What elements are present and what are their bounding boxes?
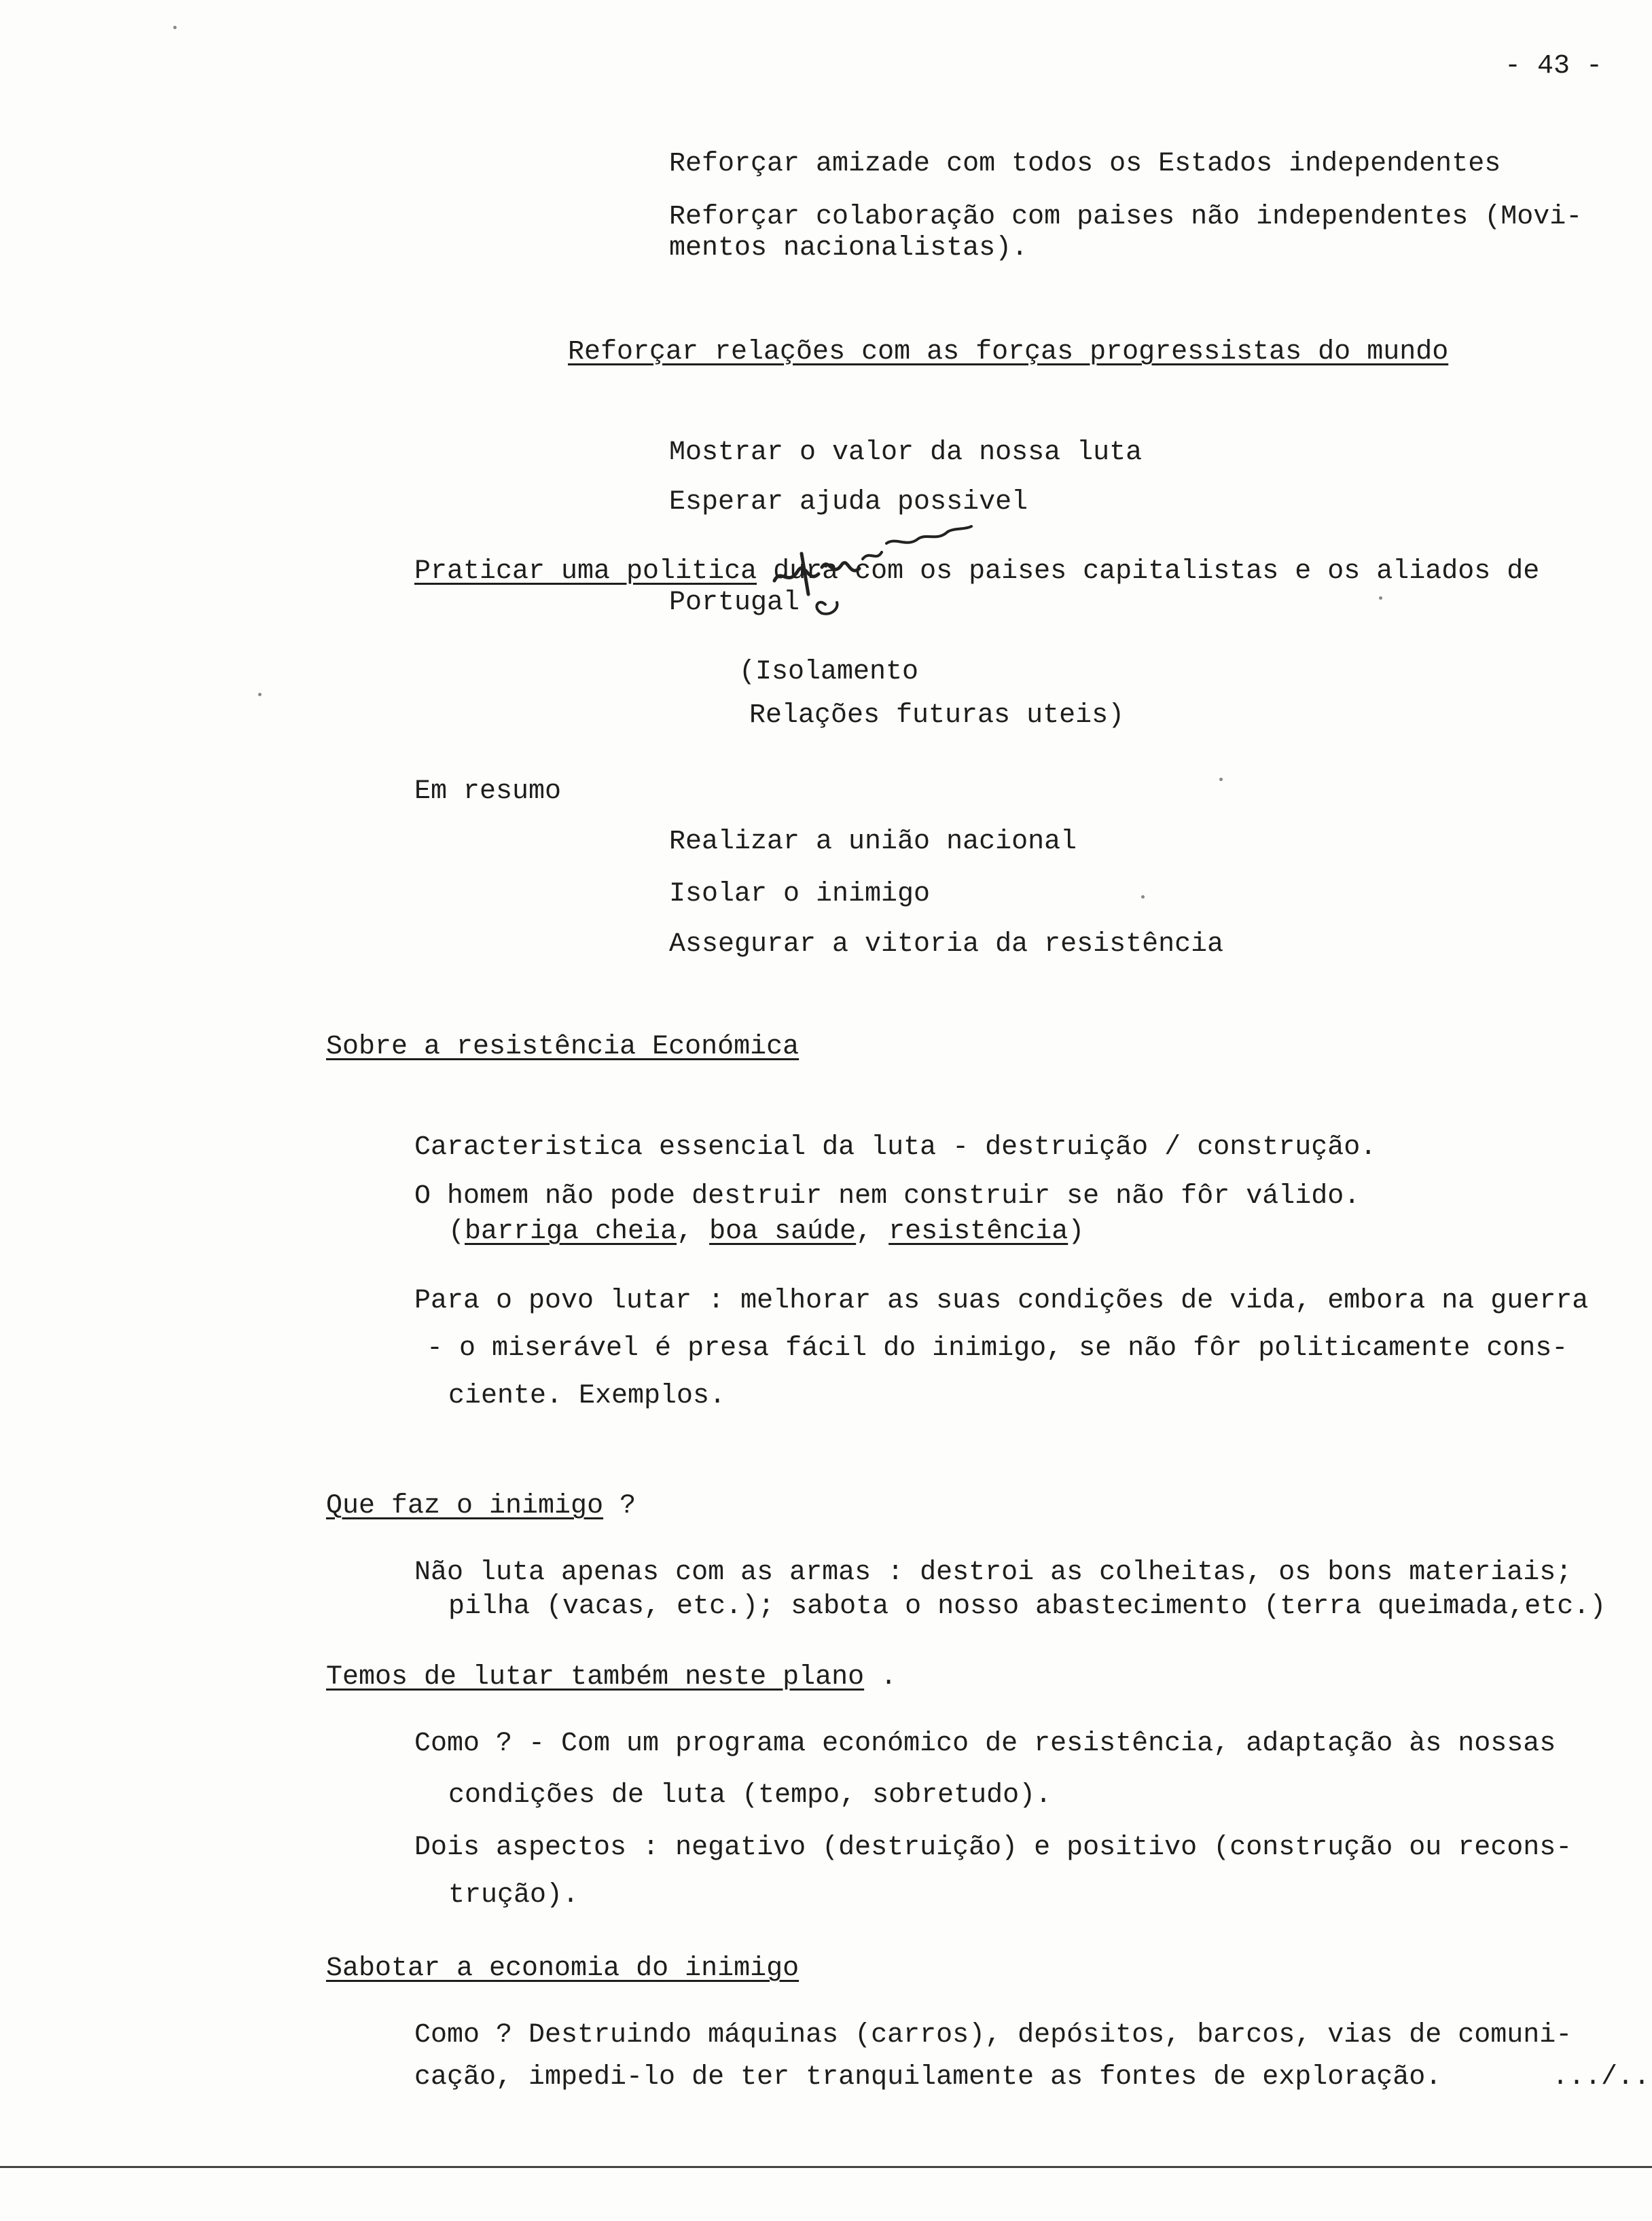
page-number: - 43 - [1505, 51, 1603, 82]
continuation-mark: .../.. [1552, 2062, 1651, 2093]
speck [1141, 895, 1145, 899]
text-line: Dois aspectos : negativo (destruição) e positivo (construção ou recons- [414, 1832, 1573, 1863]
text-line: Isolar o inimigo [669, 879, 931, 909]
section-heading: Sobre a resistência Económica [326, 1032, 800, 1062]
handwriting-svg [761, 513, 985, 621]
section-heading: Temos de lutar também neste plano . [326, 1662, 897, 1693]
speck [258, 693, 262, 696]
text-line: Assegurar a vitoria da resistência [669, 929, 1224, 960]
text-line: Como ? - Com um programa económico de resistência, adaptação às nossas [414, 1729, 1556, 1759]
text-line: - o miserável é presa fácil do inimigo, se não fôr politicamente cons- [427, 1333, 1568, 1364]
text-line: Realizar a união nacional [669, 827, 1077, 857]
text-line: Não luta apenas com as armas : destroi as colheitas, os bons materiais; [414, 1557, 1573, 1588]
text-line: Mostrar o valor da nossa luta [669, 437, 1143, 468]
section-heading: Reforçar relações com as forças progressistas do mundo [568, 337, 1449, 367]
bottom-rule [0, 2166, 1652, 2168]
text-line: trução). [448, 1880, 579, 1911]
text-line: Esperar ajuda possivel [669, 487, 1028, 518]
underlined-phrase: Que faz o inimigo [326, 1491, 604, 1521]
text-line: cação, impedi-lo de ter tranquilamente as fontes de exploração. [414, 2062, 1442, 2093]
text-line: Para o povo lutar : melhorar as suas condições de vida, embora na guerra [414, 1286, 1589, 1316]
text-rest: dura com os paises capitalistas e os aliados de [757, 556, 1540, 587]
section-heading: Que faz o inimigo ? [326, 1491, 636, 1521]
underlined-phrase: resistência [888, 1216, 1069, 1247]
text-line: ciente. Exemplos. [448, 1381, 726, 1411]
speck [173, 26, 177, 29]
text-line: (Isolamento [739, 657, 919, 687]
text-line: Como ? Destruindo máquinas (carros), depósitos, barcos, vias de comuni- [414, 2020, 1573, 2051]
text-line: mentos nacionalistas). [669, 233, 1028, 264]
text-line: O homem não pode destruir nem construir se não fôr válido. [414, 1181, 1361, 1212]
text-line: pilha (vacas, etc.); sabota o nosso abastecimento (terra queimada,etc.) [448, 1591, 1606, 1622]
speck [1219, 778, 1223, 781]
underlined-phrase: Temos de lutar também neste plano [326, 1662, 865, 1693]
section-heading: Sabotar a economia do inimigo [326, 1953, 800, 1984]
text-line: condições de luta (tempo, sobretudo). [448, 1780, 1052, 1811]
underlined-phrase: boa saúde [709, 1216, 857, 1247]
text-line: (barriga cheia, boa saúde, resistência) [448, 1216, 1085, 1247]
text-line: Reforçar colaboração com paises não independentes (Movi- [669, 202, 1583, 232]
text-line: Em resumo [414, 776, 562, 807]
text-line: Portugal [669, 588, 800, 618]
underlined-phrase: barriga cheia [465, 1216, 677, 1247]
text-line: Relações futuras uteis) [749, 700, 1125, 731]
text-line: Caracteristica essencial da luta - destruição / construção. [414, 1132, 1377, 1163]
speck [1379, 596, 1382, 600]
handwritten-annotation [761, 513, 985, 621]
underlined-phrase: Praticar uma politica [414, 556, 757, 587]
text-line: Reforçar amizade com todos os Estados independentes [669, 149, 1501, 179]
